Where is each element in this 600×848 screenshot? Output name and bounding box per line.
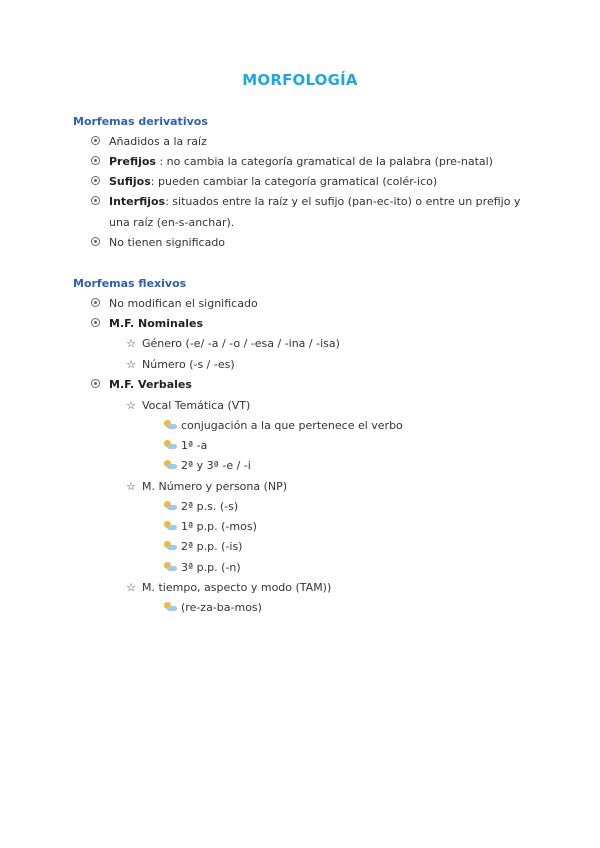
sub-sub-item: 2ª p.p. (-is) — [163, 540, 242, 554]
star-icon: ☆ — [126, 399, 136, 412]
bullseye-icon — [89, 156, 101, 170]
list-item: Sufijos: pueden cambiar la categoría gramatical (colér-ico) — [89, 175, 437, 190]
star-icon: ☆ — [126, 581, 136, 594]
list-item: No modifican el significado — [89, 297, 258, 312]
bullseye-icon — [89, 176, 101, 190]
sun-behind-cloud-icon — [163, 562, 177, 572]
star-icon: ☆ — [126, 337, 136, 350]
bullseye-icon — [89, 136, 101, 150]
sub-sub-item: 2ª y 3ª -e / -i — [163, 459, 251, 473]
sub-item: ☆ Vocal Temática (VT) — [126, 399, 251, 412]
list-item-continuation: una raíz (en-s-anchar). — [109, 216, 235, 229]
sun-behind-cloud-icon — [163, 420, 177, 430]
sub-sub-item: 1ª p.p. (-mos) — [163, 520, 257, 534]
list-item: Añadidos a la raíz — [89, 135, 207, 150]
star-icon: ☆ — [126, 480, 136, 493]
bullseye-icon — [89, 318, 101, 332]
list-item: Interfijos: situados entre la raíz y el sufijo (pan-ec-ito) o entre un prefijo y — [89, 195, 520, 210]
list-item: M.F. Nominales — [89, 317, 203, 332]
sub-sub-item: 2ª p.s. (-s) — [163, 500, 238, 514]
page-title: MORFOLOGÍA — [242, 71, 358, 89]
sub-item: ☆ Número (-s / -es) — [126, 358, 235, 371]
sun-behind-cloud-icon — [163, 541, 177, 551]
sub-item: ☆ Género (-e/ -a / -o / -esa / -ina / -isa) — [126, 337, 340, 350]
section-heading-derivativos: Morfemas derivativos — [73, 115, 208, 128]
sub-sub-item: (re-za-ba-mos) — [163, 601, 262, 615]
bullseye-icon — [89, 196, 101, 210]
sun-behind-cloud-icon — [163, 460, 177, 470]
list-item: No tienen significado — [89, 236, 225, 251]
section-heading-flexivos: Morfemas flexivos — [73, 277, 187, 290]
star-icon: ☆ — [126, 358, 136, 371]
bullseye-icon — [89, 379, 101, 393]
sun-behind-cloud-icon — [163, 501, 177, 511]
list-item: M.F. Verbales — [89, 378, 192, 393]
sun-behind-cloud-icon — [163, 602, 177, 612]
sun-behind-cloud-icon — [163, 521, 177, 531]
bullseye-icon — [89, 237, 101, 251]
sun-behind-cloud-icon — [163, 440, 177, 450]
sub-sub-item: 3ª p.p. (-n) — [163, 561, 241, 575]
sub-item: ☆ M. tiempo, aspecto y modo (TAM)) — [126, 581, 332, 594]
bullseye-icon — [89, 298, 101, 312]
sub-item: ☆ M. Número y persona (NP) — [126, 480, 288, 493]
list-item: Prefijos : no cambia la categoría gramatical de la palabra (pre-natal) — [89, 155, 493, 170]
sub-sub-item: conjugación a la que pertenece el verbo — [163, 419, 403, 433]
sub-sub-item: 1ª -a — [163, 439, 207, 453]
